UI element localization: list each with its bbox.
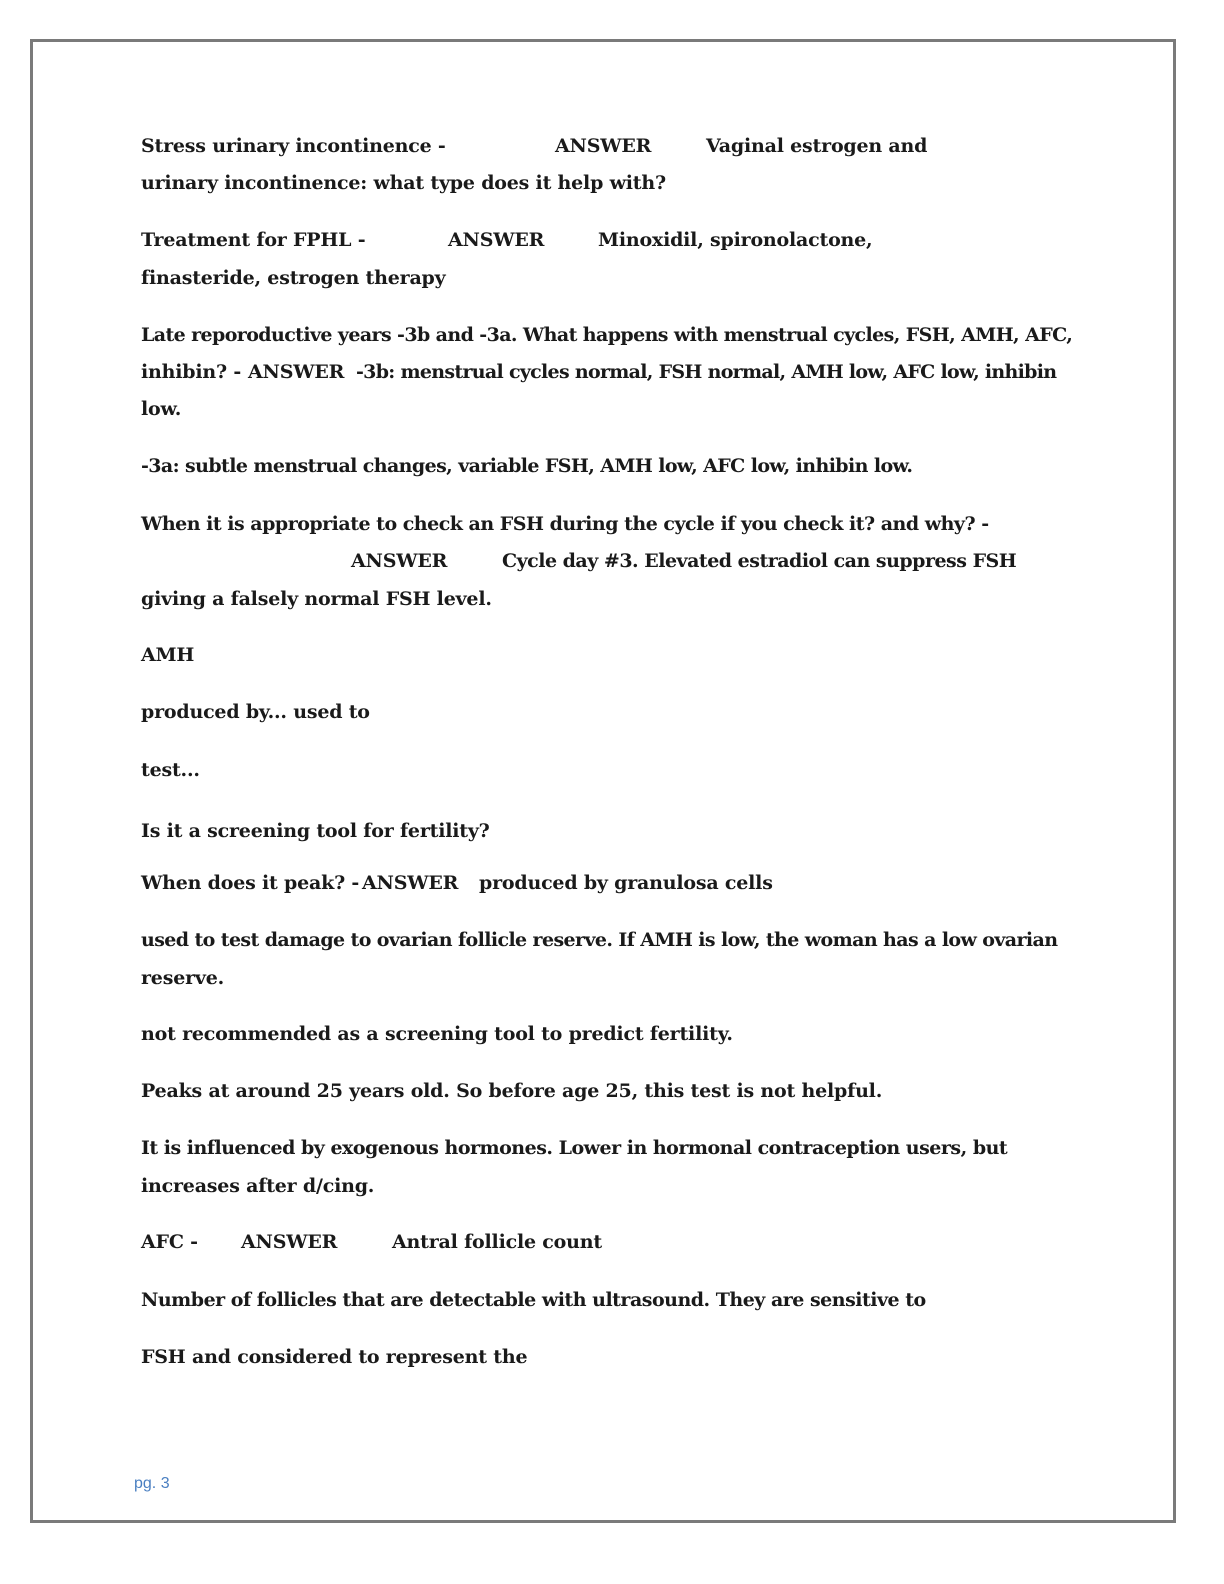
q2-question: Treatment for FPHL - (141, 229, 366, 251)
q5-line-10: It is influenced by exogenous hormones. Lower in hormonal contraception users, but (141, 1137, 1008, 1159)
q2-line-2: finasteride, estrogen therapy (141, 267, 446, 289)
q5-line-11: increases after d/cing. (141, 1175, 375, 1197)
q5-line-6: used to test damage to ovarian follicle reserve. If AMH is low, the woman has a low ovarian (141, 929, 1058, 951)
q3-line-3: low. (141, 398, 182, 420)
q5-line-8: not recommended as a screening tool to predict fertility. (141, 1023, 733, 1045)
q3-answer: -3b: menstrual cycles normal, FSH normal, AMH low, AFC low, inhibin (356, 361, 1057, 383)
q1-question: Stress urinary incontinence - (141, 135, 446, 157)
q5-line-2: produced by... used to (141, 701, 370, 723)
q5-line-7: reserve. (141, 967, 225, 989)
page-number: pg. 3 (134, 1475, 170, 1492)
q3-line-4: -3a: subtle menstrual changes, variable FSH, AMH low, AFC low, inhibin low. (141, 455, 913, 477)
q1-answer-label: ANSWER (555, 135, 652, 157)
q5-line-1: AMH (141, 644, 195, 666)
q4-line-1: When it is appropriate to check an FSH during the cycle if you check it? and why? - (141, 513, 989, 535)
q4-answer-label: ANSWER (351, 550, 448, 572)
q2-answer: Minoxidil, spironolactone, (598, 229, 873, 251)
q5-line-4: Is it a screening tool for fertility? (141, 820, 490, 842)
q4-line-3: giving a falsely normal FSH level. (141, 588, 492, 610)
q6-answer-label: ANSWER (241, 1231, 338, 1253)
q6-question: AFC - (141, 1231, 198, 1253)
q4-answer: Cycle day #3. Elevated estradiol can suppress FSH (502, 550, 1017, 572)
q6-answer: Antral follicle count (392, 1231, 602, 1253)
q6-line-3: FSH and considered to represent the (141, 1346, 528, 1368)
q3-line-1: Late reporoductive years -3b and -3a. What happens with menstrual cycles, FSH, AMH, AFC, (141, 324, 1073, 346)
q5-answer: produced by granulosa cells (479, 872, 773, 894)
q1-line-2: urinary incontinence: what type does it help with? (141, 172, 666, 194)
q5-line-3: test... (141, 759, 200, 781)
q6-line-2: Number of follicles that are detectable with ultrasound. They are sensitive to (141, 1289, 926, 1311)
q5-question-end: When does it peak? - (141, 872, 360, 894)
q5-line-9: Peaks at around 25 years old. So before age 25, this test is not helpful. (141, 1080, 883, 1102)
q5-answer-label: ANSWER (362, 872, 459, 894)
q1-answer: Vaginal estrogen and (706, 135, 928, 157)
q3-answer-label: ANSWER (248, 361, 345, 383)
q3-question-end: inhibin? - (141, 361, 242, 383)
q2-answer-label: ANSWER (448, 229, 545, 251)
